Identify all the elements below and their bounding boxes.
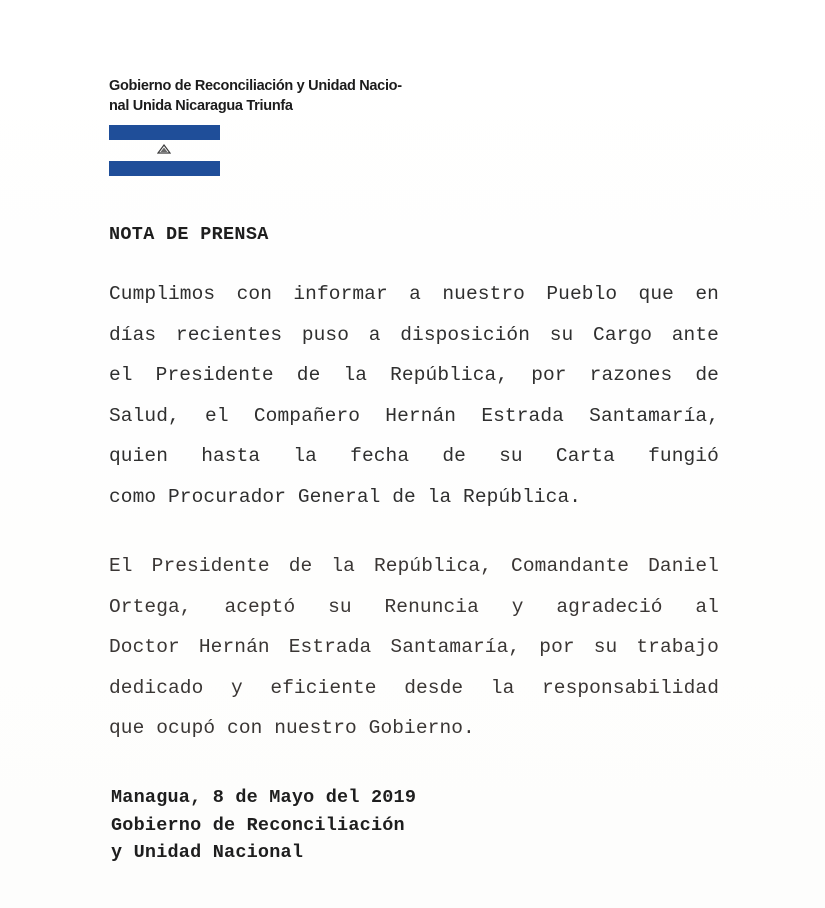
- letterhead-line-1: Gobierno de Reconciliación y Unidad Nacio-: [109, 78, 402, 94]
- paragraph1-line: quien hasta la fecha de su Carta fungió: [109, 445, 719, 467]
- paragraph1-line: Salud, el Compañero Hernán Estrada Santamaría,: [109, 404, 719, 427]
- paragraph2-line: que ocupó con nuestro Gobierno.: [109, 717, 475, 739]
- letterhead: [109, 76, 489, 116]
- document-title: NOTA DE PRENSA: [109, 224, 269, 245]
- paragraph1-line: días recientes puso a disposición su Cargo ante: [109, 323, 719, 346]
- paragraph2-line: Doctor Hernán Estrada Santamaría, por su trabajo: [109, 636, 719, 658]
- paragraph2-line: dedicado y eficiente desde la responsabilidad: [109, 676, 719, 699]
- paragraph2-line: El Presidente de la República, Comandante Daniel: [109, 555, 719, 577]
- paragraph1-line: como Procurador General de la República.: [109, 485, 582, 508]
- letterhead-line-2: nal Unida Nicaragua Triunfa: [109, 98, 293, 114]
- nicaragua-flag-icon: [109, 125, 220, 176]
- flag-top-stripe: [109, 125, 220, 140]
- signature-block: [111, 784, 416, 867]
- paragraph1-line: Cumplimos con informar a nuestro Pueblo que en: [109, 283, 719, 305]
- paragraph1-line: el Presidente de la República, por razones de: [109, 364, 719, 386]
- paragraph-1: [109, 274, 719, 517]
- signature-place-date: Managua, 8 de Mayo del 2019: [111, 787, 417, 808]
- signature-org-line-2: y Unidad Nacional: [111, 842, 304, 863]
- paragraph2-line: Ortega, aceptó su Renuncia y agradeció al: [109, 595, 719, 618]
- nicaragua-coat-of-arms-icon: [157, 144, 171, 154]
- paragraph-2: [109, 546, 719, 749]
- signature-org-line-1: Gobierno de Reconciliación: [111, 814, 405, 836]
- flag-bottom-stripe: [109, 161, 220, 176]
